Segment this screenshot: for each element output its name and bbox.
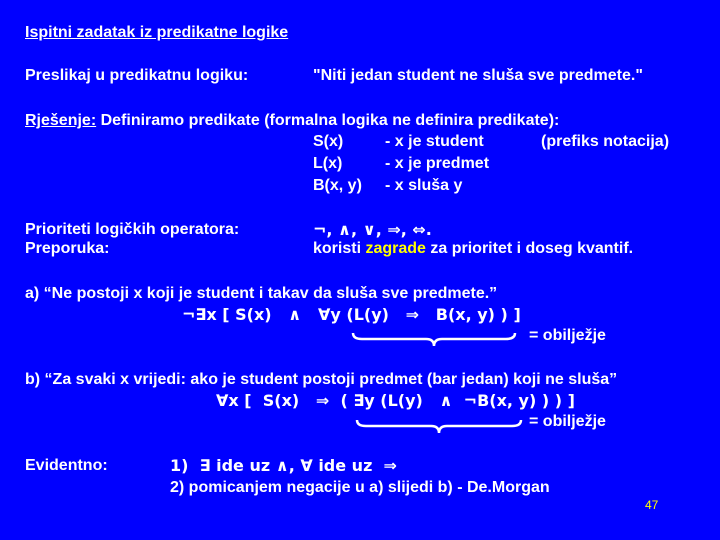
conclusion-line-2: 2) pomicanjem negacije u a) slijedi b) - De.Morgan [170, 479, 550, 496]
notation-note: (prefiks notacija) [541, 133, 670, 150]
solution-line [25, 111, 559, 131]
advice-highlight: zagrade [365, 240, 426, 257]
part-a-formula: ¬∃x [ S(x) ∧ ∀y (L(y) ⇒ B(x, y) ) ] [182, 305, 521, 324]
predicate-desc-s: - x je student [385, 133, 484, 150]
conclusion-line-1: 1) ∃ ide uz ∧, ∀ ide uz ⇒ [170, 456, 397, 475]
advice-label: Preporuka: [25, 240, 110, 257]
slide-title: Ispitni zadatak iz predikatne logike [25, 24, 289, 41]
predicate-name-l: L(x) [313, 155, 343, 172]
task-label: Preslikaj u predikatnu logiku: [25, 67, 249, 84]
operator-list: ¬, ∧, ∨, ⇒, ⇔. [313, 220, 432, 239]
part-a-brace [352, 331, 516, 349]
advice-post: za prioritet i doseg kvantif. [425, 240, 634, 257]
part-b-heading: b) “Za svaki x vrijedi: ako je student postoji predmet (bar jedan) koji ne sluša” [25, 371, 618, 388]
conclusion-label: Evidentno: [25, 457, 108, 474]
advice-text [313, 239, 633, 259]
part-a-heading: a) “Ne postoji x koji je student i takav da sluša sve predmete.” [25, 285, 498, 302]
solution-label: Rješenje: [25, 112, 97, 129]
part-b-formula: ∀x [ S(x) ⇒ ( ∃y (L(y) ∧ ¬B(x, y) ) ) ] [216, 391, 575, 410]
predicate-name-b: B(x, y) [313, 177, 362, 194]
solution-intro: Definiramo predikate (formalna logika ne definira predikate): [96, 112, 560, 129]
page-number: 47 [645, 498, 659, 512]
priority-label: Prioriteti logičkih operatora: [25, 221, 240, 238]
part-b-brace [356, 418, 522, 436]
predicate-desc-l: - x je predmet [385, 155, 490, 172]
predicate-name-s: S(x) [313, 133, 344, 150]
advice-pre: koristi [313, 240, 366, 257]
task-sentence: "Niti jedan student ne sluša sve predmete." [313, 67, 643, 84]
predicate-desc-b: - x sluša y [385, 177, 463, 194]
part-a-annotation: = obilježje [529, 327, 606, 344]
part-b-annotation: = obilježje [529, 413, 606, 430]
